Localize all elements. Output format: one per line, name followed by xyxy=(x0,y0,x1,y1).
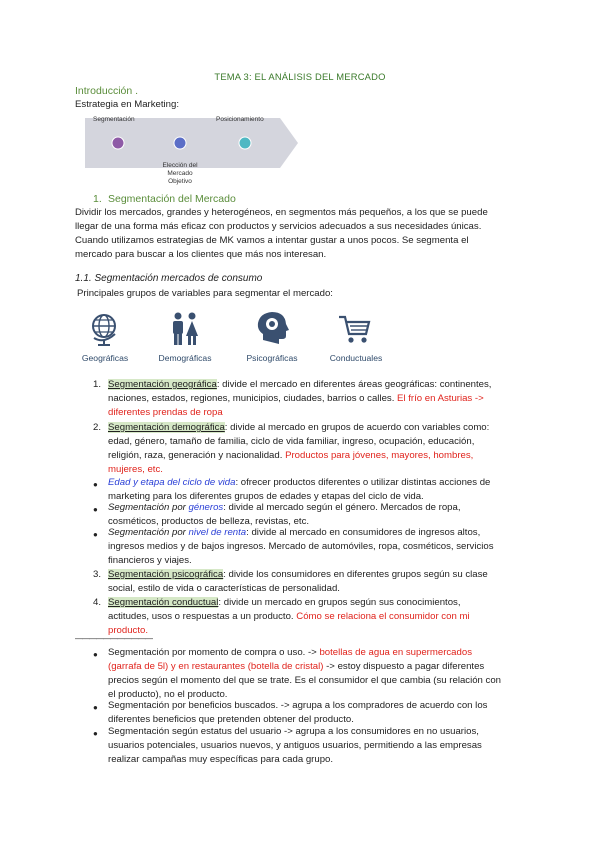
demo-text-1: : divide al mercado en grupos de acuerdo con variables como: xyxy=(224,422,490,433)
renta-line-3: financieros y viajes. xyxy=(108,555,192,566)
genero-text-1: : divide al mercado según el género. Mercados de ropa, xyxy=(223,502,461,513)
psico-line-1 xyxy=(108,568,488,583)
estatus-line-2: usuarios potenciales, usuarios nuevos, y antiguos usuarios, permitiendo a las empresas xyxy=(108,740,482,751)
estatus-line-3: realizar campañas muy específicas para cada grupo. xyxy=(108,754,334,765)
page-title: TEMA 3: EL ANÁLISIS DEL MERCADO xyxy=(214,71,386,82)
momento-text-1: Segmentación por momento de compra o uso. -> xyxy=(108,647,320,658)
demo-example-1: Productos para jóvenes, mayores, hombres, xyxy=(285,450,474,461)
icon-label-demograficas: Demográficas xyxy=(158,353,212,363)
bullet: ● xyxy=(93,729,98,738)
momento-line-3: precios según el momento del que se trate. Es el consumidor el que cambia (su relación con xyxy=(108,675,502,686)
estatus-line-1: Segmentación según estatus del usuario -> agrupa a los consumidores en no usuarios, xyxy=(108,726,479,737)
renta-text-1: : divide al mercado en consumidores de ingresos altos, xyxy=(246,527,481,538)
icon-label-conductuales: Conductuales xyxy=(329,353,383,363)
genero-line-1 xyxy=(108,501,461,516)
cond-example-2: producto. xyxy=(108,625,149,636)
demo-line-2: edad, género, tamaño de familia, ciclo de vida familiar, ingreso, ocupación, educación, xyxy=(108,436,475,447)
beneficios-line-2: diferentes beneficios que pretenden obtener del producto. xyxy=(108,714,354,725)
momento-example-2: (garrafa de 5l) y en restaurantes (botella de cristal) xyxy=(108,661,324,672)
section1-number: 1. xyxy=(93,193,102,205)
geo-text-1: : divide el mercado en diferentes áreas geográficas: continentes, xyxy=(216,379,492,390)
geo-line-1 xyxy=(108,378,491,393)
momento-line-4: el producto), no el producto. xyxy=(108,689,228,700)
globe-icon xyxy=(88,312,120,346)
bullet: ● xyxy=(93,650,98,659)
genero-term-prefix: Segmentación por xyxy=(108,502,189,513)
edad-line-1 xyxy=(108,476,490,491)
cond-example-1: Cómo se relaciona el consumidor con mi xyxy=(296,611,470,622)
section1-line-3: Cuando utilizamos estrategias de MK vamos a intentar gustar a unos pocos. Se segmenta el xyxy=(75,235,469,246)
momento-line-1 xyxy=(108,646,472,661)
stage-dot-2 xyxy=(174,137,186,149)
stage-dot-3 xyxy=(239,137,251,149)
renta-term-prefix: Segmentación por xyxy=(108,527,189,538)
strategy-heading: Estrategia en Marketing: xyxy=(75,99,179,110)
edad-line-2: marketing para los diferentes grupos de edades y etapas del ciclo de vida. xyxy=(108,491,424,502)
head-icon xyxy=(255,310,291,346)
sub11-heading: 1.1. Segmentación mercados de consumo xyxy=(75,273,263,284)
renta-line-2: ingresos medios y de bajos ingresos. Mercado de automóviles, ropa, cosméticos, servicios xyxy=(108,541,494,552)
demo-example-2: mujeres, etc. xyxy=(108,464,163,475)
geo-term: Segmentación geográfica xyxy=(108,379,217,390)
cond-line-2 xyxy=(108,610,470,625)
geo-line-2 xyxy=(108,392,484,407)
demo-line-1 xyxy=(108,421,489,436)
item-number: 3. xyxy=(93,569,102,580)
section1-heading: Segmentación del Mercado xyxy=(108,193,236,205)
item-number: 4. xyxy=(93,597,102,608)
psico-text-1: : divide los consumidores en diferentes grupos según su clase xyxy=(223,569,488,580)
momento-text-2: -> estoy dispuesto a pagar diferentes xyxy=(323,661,485,672)
renta-term: nivel de renta xyxy=(188,527,247,538)
stage-label-segmentation: Segmentación xyxy=(93,116,135,123)
section1-line-4: mercado para buscar a los clientes que más nos interesan. xyxy=(75,249,327,260)
cond-text-2: actitudes, usos o respuestas a un producto. xyxy=(108,611,297,622)
icon-label-geograficas: Geográficas xyxy=(81,353,129,363)
bullet: ● xyxy=(93,703,98,712)
momento-example-1: botellas de agua en supermercados xyxy=(319,647,472,658)
renta-line-1 xyxy=(108,526,480,541)
section1-line-1: Dividir los mercados, grandes y heterogéneos, en segmentos más pequeños, a los que se puede xyxy=(75,207,488,218)
demo-term: Segmentación demográfica xyxy=(108,422,225,433)
geo-text-2: naciones, estados, regiones, municipios, ciudades, barrios o calles. xyxy=(108,393,398,404)
item-number: 2. xyxy=(93,422,102,433)
psico-term: Segmentación psicográfica xyxy=(108,569,224,580)
bullet: ● xyxy=(93,530,98,539)
intro-heading: Introducción . xyxy=(75,85,139,97)
stage-label-target-market: Elección del Mercado Objetivo xyxy=(162,162,198,185)
cond-term: Segmentación conductual xyxy=(108,597,219,608)
momento-line-2 xyxy=(108,660,484,675)
beneficios-line-1: Segmentación por beneficios buscados. -> agrupa a los compradores de acuerdo con los xyxy=(108,700,488,711)
genero-line-2: cosméticos, productos de belleza, revistas, etc. xyxy=(108,516,310,527)
bullet: ● xyxy=(93,480,98,489)
icon-label-psicograficas: Psicográficas xyxy=(246,353,298,363)
genero-term: géneros xyxy=(188,502,224,513)
psico-line-2: social, estilo de vida o características de personalidad. xyxy=(108,583,340,594)
edad-text-1: : ofrecer productos diferentes o utilizar distintas acciones de xyxy=(235,477,491,488)
separator-line: ——————————— xyxy=(75,634,152,643)
demo-line-3 xyxy=(108,449,473,464)
section1-line-2: llegar de una forma más eficaz con productos y servicios adecuados a sus necesidades únicas. xyxy=(75,221,482,232)
stage-label-positioning: Posicionamiento xyxy=(216,116,264,123)
item-number: 1. xyxy=(93,379,102,390)
geo-example-2: diferentes prendas de ropa xyxy=(108,407,223,418)
sub11-intro: Principales grupos de variables para segmentar el mercado: xyxy=(77,288,333,299)
stage-dot-1 xyxy=(112,137,124,149)
people-icon xyxy=(168,312,202,346)
demo-text-3: religión, raza, generación y nacionalidad. xyxy=(108,450,286,461)
bullet: ● xyxy=(93,505,98,514)
cond-text-1: : divide un mercado en grupos según sus conocimientos, xyxy=(218,597,461,608)
cart-icon xyxy=(338,314,372,346)
cond-line-1 xyxy=(108,596,461,611)
geo-example-1: El frío en Asturias -> xyxy=(397,393,484,404)
edad-term: Edad y etapa del ciclo de vida xyxy=(108,477,236,488)
